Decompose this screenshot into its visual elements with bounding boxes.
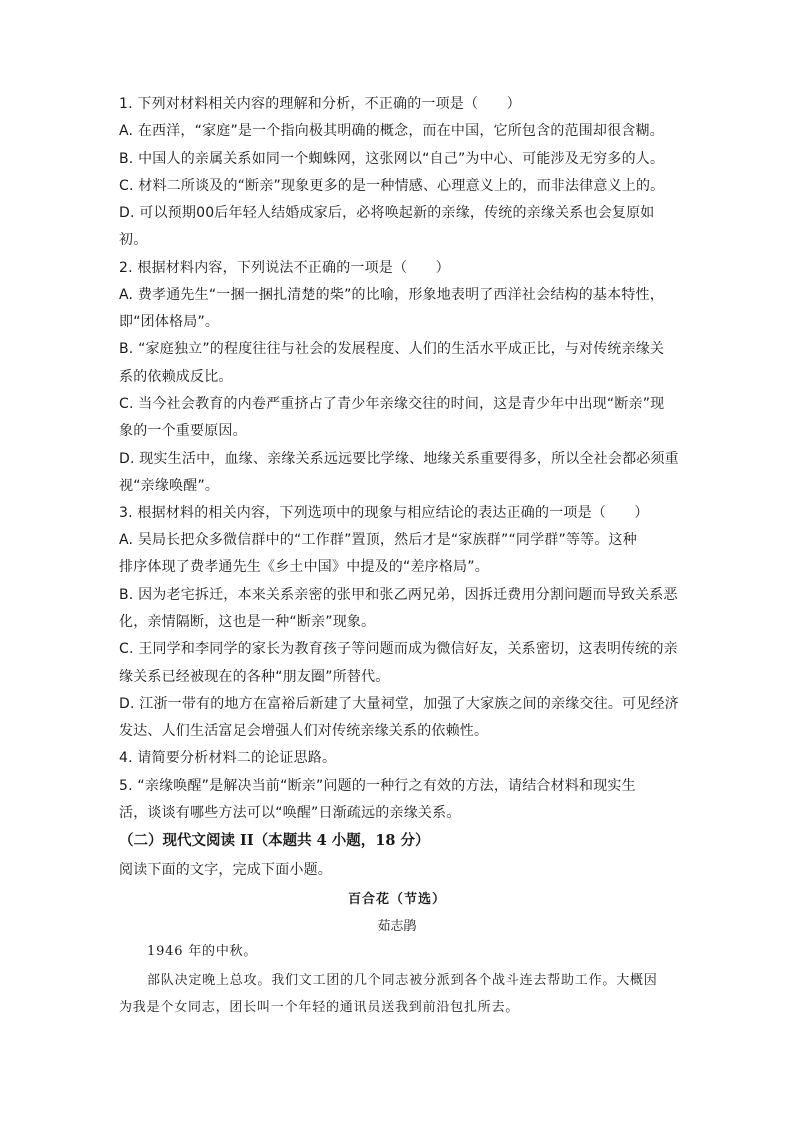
q2-option-a: A. 费孝通先生“一捆一捆扎清楚的柴”的比喻，形象地表明了西洋社会结构的基本特性， [119, 287, 664, 303]
story-para-1-line-1: 部队决定晚上总攻。我们文工团的几个同志被分派到各个战斗连去帮助工作。大概因 [147, 973, 658, 988]
question-3-stem: 3. 根据材料的相关内容，下列选项中的现象与相应结论的表达正确的一项是（ ） [119, 505, 649, 521]
q1-option-d-cont: 初。 [119, 232, 148, 248]
q2-option-b: B. “家庭独立”的程度往往与社会的发展程度、人们的生活水平成正比，与对传统亲缘关 [119, 341, 665, 357]
question-1-stem: 1. 下列对材料相关内容的理解和分析，不正确的一项是（ ） [119, 96, 521, 112]
section-2-heading: （二）现代文阅读 II（本题共 4 小题，18 分） [119, 832, 430, 849]
q2-option-a-cont: 即“团体格局”。 [119, 314, 220, 330]
story-title: 百合花（节选） [347, 892, 446, 907]
q3-option-c: C. 王同学和李同学的家长为教育孩子等问题而成为微信好友，关系密切，这表明传统的亲 [119, 641, 678, 657]
question-4-stem: 4. 请简要分析材料二的论证思路。 [119, 750, 337, 766]
q2-option-b-cont: 系的依赖成反比。 [119, 369, 233, 385]
q1-option-a: A. 在西洋，“家庭”是一个指向极其明确的概念，而在中国，它所包含的范围却很含糊。 [119, 123, 664, 139]
q2-option-c: C. 当今社会教育的内卷严重挤占了青少年亲缘交往的时间，这是青少年中出现“断亲”现 [119, 396, 665, 412]
q1-option-c: C. 材料二所谈及的“断亲”现象更多的是一种情感、心理意义上的，而非法律意义上的。 [119, 178, 665, 194]
q1-option-b: B. 中国人的亲属关系如同一个蜘蛛网，这张网以“自己”为中心、可能涉及无穷多的人。 [119, 151, 665, 167]
q3-option-a: A. 吴局长把众多微信群中的“工作群”置顶，然后才是“家族群”“同学群”等等。这种 [119, 532, 637, 548]
q3-option-d: D. 江浙一带有的地方在富裕后新建了大量祠堂，加强了大家族之间的亲缘交往。可见经济 [119, 696, 679, 712]
q3-option-b: B. 因为老宅拆迁，本来关系亲密的张甲和张乙两兄弟，因拆迁费用分割问题而导致关系恶 [119, 587, 678, 603]
story-date-line: 1946 年的中秋。 [147, 944, 258, 959]
q3-option-b-cont: 化，亲情隔断，这也是一种“断亲”现象。 [119, 614, 376, 630]
section-2-instruction: 阅读下面的文字，完成下面小题。 [119, 862, 332, 878]
q3-option-c-cont: 缘关系已经被现在的各种“朋友圈”所替代。 [119, 669, 390, 685]
question-5-line-2: 活，谈谈有哪些方法可以“唤醒”日渐疏远的亲缘关系。 [119, 805, 461, 821]
question-2-stem: 2. 根据材料内容，下列说法不正确的一项是（ ） [119, 260, 450, 276]
q2-option-d: D. 现实生活中，血缘、亲缘关系远远要比学缘、地缘关系重要得多，所以全社会都必须重 [119, 451, 679, 467]
story-author: 茹志鹃 [377, 919, 417, 934]
story-para-1-line-2: 为我是个女同志，团长叫一个年轻的通讯员送我到前沿包扎所去。 [119, 1000, 520, 1015]
question-5-line-1: 5. “亲缘唤醒”是解决当前“断亲”问题的一种行之有效的方法，请结合材料和现实生 [119, 778, 636, 794]
q3-option-d-cont: 发达、人们生活富足会增强人们对传统亲缘关系的依赖性。 [119, 723, 489, 739]
q1-option-d: D. 可以预期00后年轻人结婚成家后，必将唤起新的亲缘，传统的亲缘关系也会复原如 [119, 205, 655, 221]
q2-option-c-cont: 象的一个重要原因。 [119, 423, 247, 439]
q3-option-a-cont: 排序体现了费孝通先生《乡土中国》中提及的“差序格局”。 [119, 559, 489, 575]
q2-option-d-cont: 视“亲缘唤醒”。 [119, 478, 220, 494]
